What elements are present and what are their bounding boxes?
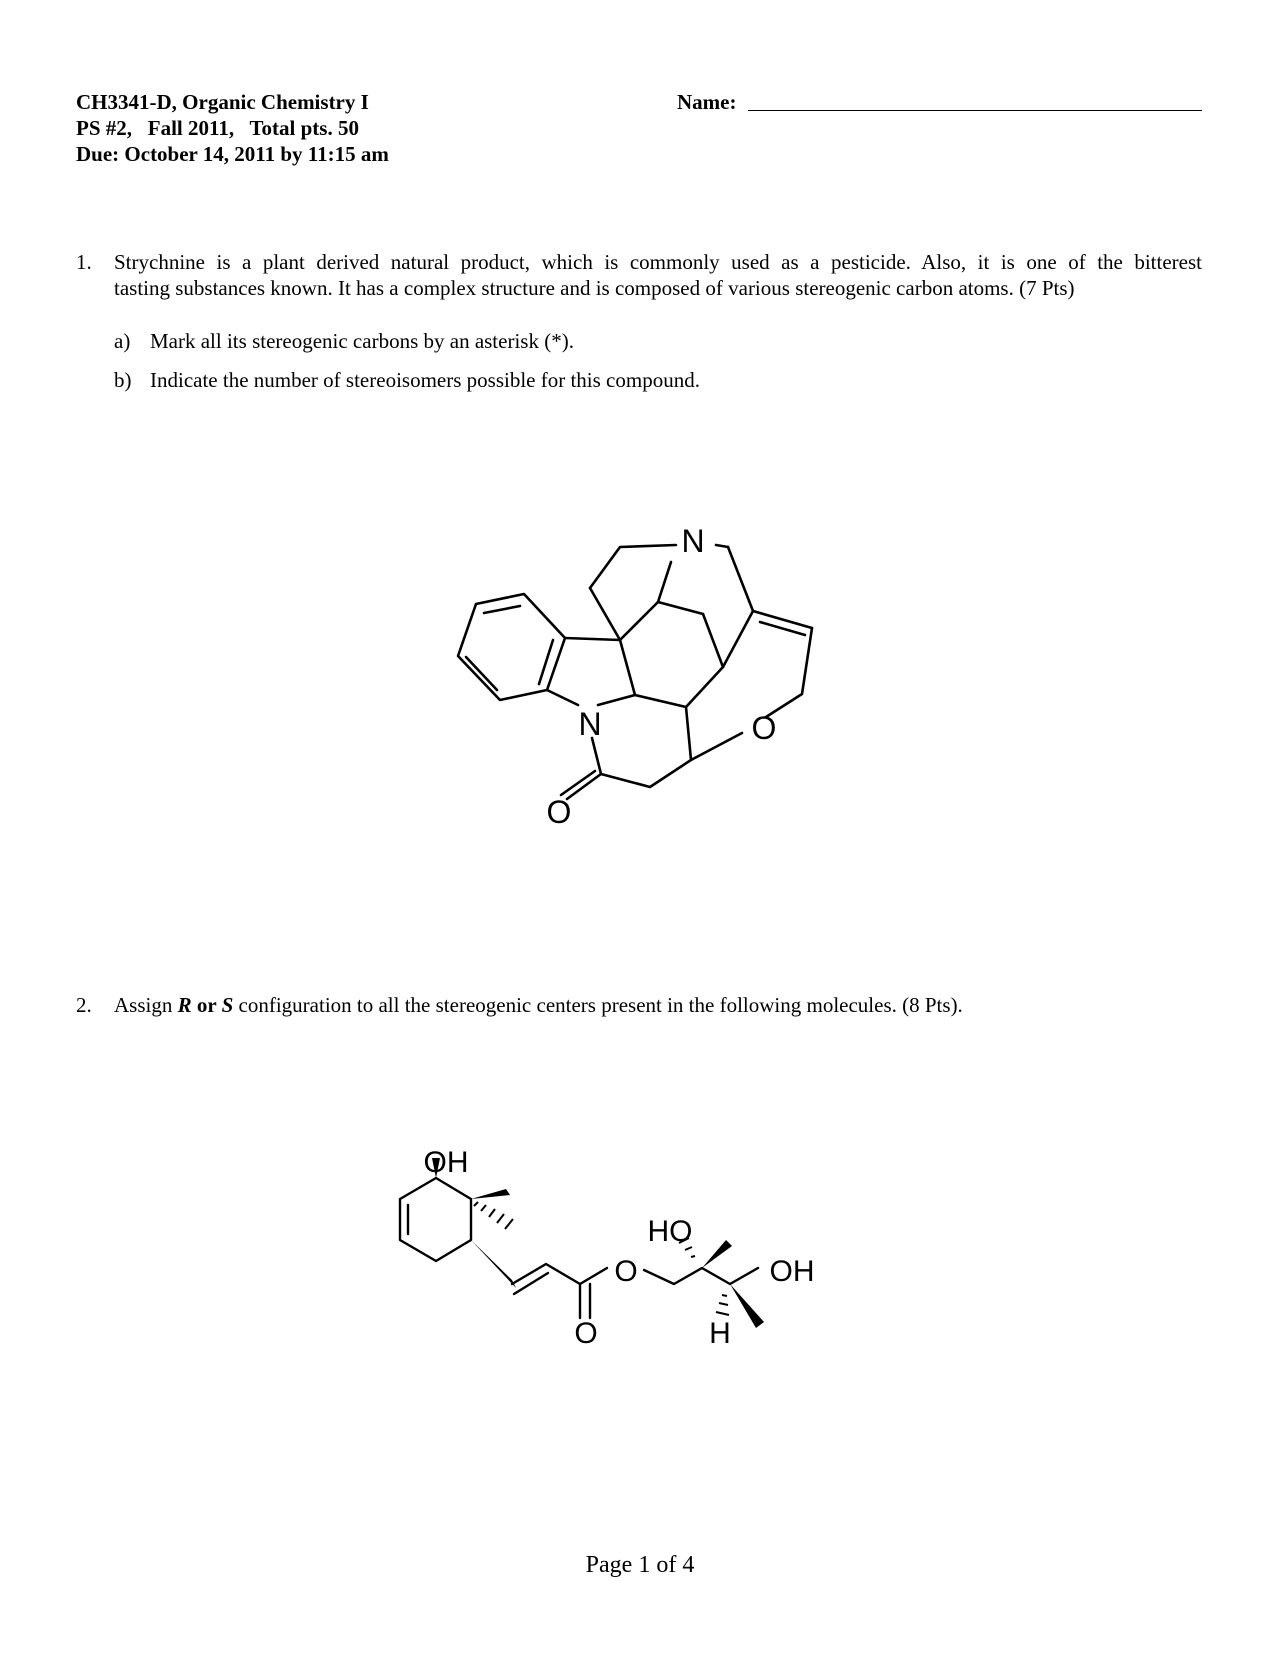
name-label: Name:	[677, 90, 737, 114]
q2-s: S	[221, 993, 234, 1017]
course-title: CH3341-D, Organic Chemistry I	[76, 90, 369, 114]
page-number: Page 1 of 4	[585, 1552, 695, 1578]
q2-o-carbonyl-label: O	[574, 1317, 598, 1350]
q1-number: 1.	[76, 250, 92, 274]
n-left-atom: N	[578, 706, 602, 742]
q2-oh-top-label: OH	[423, 1146, 469, 1179]
q1-part-b-text: Indicate the number of stereoisomers possible for this compound.	[150, 368, 700, 392]
q1-text-line1: Strychnine is a plant derived natural product, which is commonly used as a pesticide. Also, it is one of the bitterest	[114, 250, 1202, 274]
q2-text-pre: Assign	[114, 993, 178, 1017]
q2-number: 2.	[76, 993, 92, 1017]
q1-part-a-label: a)	[114, 329, 131, 353]
q2-text-post: configuration to all the stereogenic centers present in the following molecules. (8 Pts).	[233, 993, 963, 1017]
q2-text	[114, 992, 963, 1018]
q2-ho-label: HO	[647, 1215, 693, 1248]
q2-r: R	[177, 993, 192, 1017]
q1-text-line2: tasting substances known. It has a complex structure and is composed of various stereogenic carbon atoms. (7 Pts)	[114, 276, 1075, 300]
q2-o-ester-label: O	[614, 1255, 638, 1288]
due-date: Due: October 14, 2011 by 11:15 am	[76, 142, 389, 166]
n-top-atom: N	[681, 523, 705, 559]
problem-set-info: PS #2, Fall 2011, Total pts. 50	[76, 116, 359, 140]
q1-part-b-label: b)	[114, 368, 132, 392]
o-ring-atom: O	[751, 710, 777, 746]
q2-or: or	[191, 993, 222, 1017]
o-carbonyl-atom: O	[546, 794, 572, 830]
q1-part-a-text: Mark all its stereogenic carbons by an asterisk (*).	[150, 329, 574, 353]
q2-oh-right-label: OH	[769, 1255, 815, 1288]
q2-h-label: H	[709, 1317, 731, 1350]
